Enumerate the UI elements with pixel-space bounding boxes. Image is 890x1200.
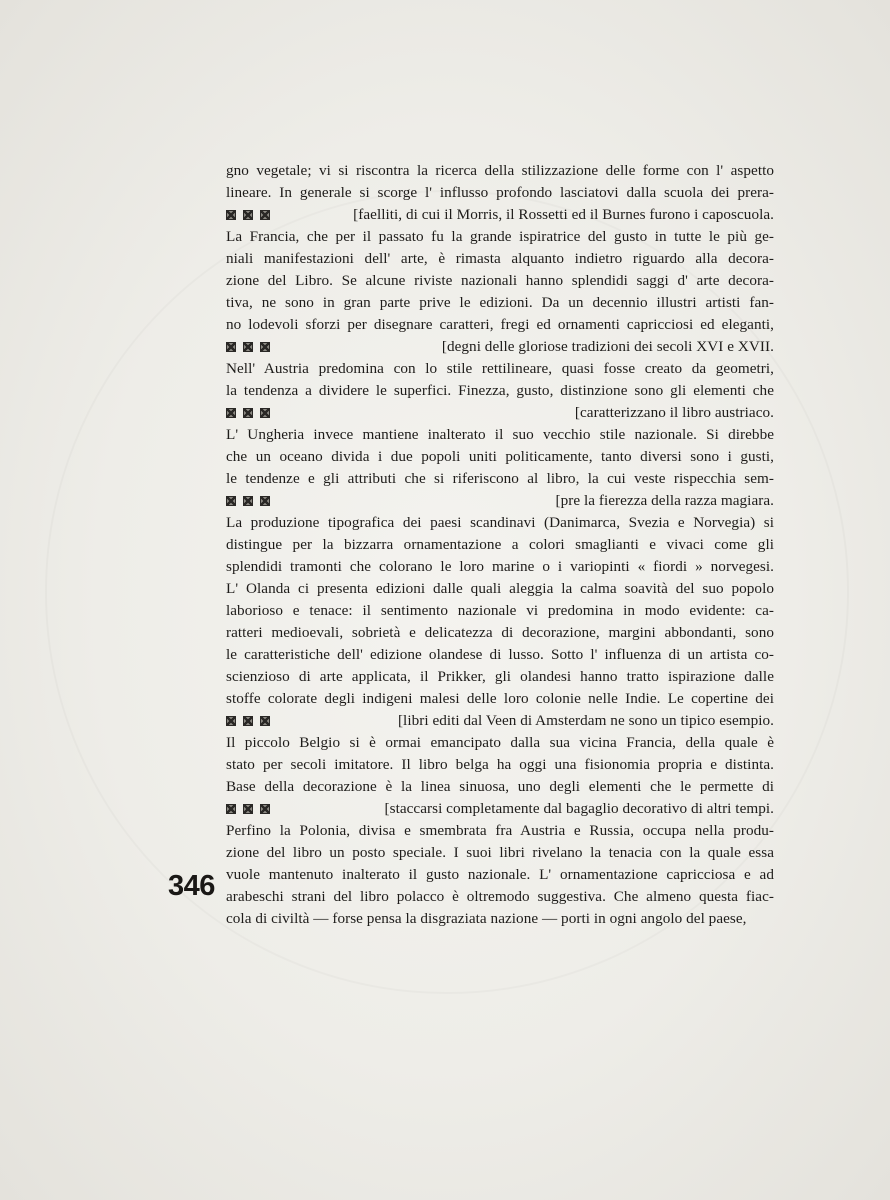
text-line [226, 864, 774, 886]
text-line [226, 446, 774, 468]
text-line [226, 358, 774, 380]
ornament-square-icon [226, 804, 236, 814]
text-line [226, 732, 774, 754]
text-line [226, 160, 774, 182]
text-line [226, 666, 774, 688]
ornament-square-icon [243, 716, 253, 726]
ornament-square-icon [260, 408, 270, 418]
ornament-square-icon [226, 716, 236, 726]
line-text: splendidi tramonti che colorano le loro marine o i variopinti « fiordi » norvegesi. [226, 558, 774, 575]
ornament-square-icon [226, 496, 236, 506]
text-line [226, 534, 774, 556]
line-text: che un oceano divida i due popoli uniti politicamente, tanto diversi sono i gusti, [226, 448, 774, 465]
line-text: La produzione tipografica dei paesi scandinavi (Danimarca, Svezia e Norvegia) si [226, 514, 774, 531]
body-text [226, 160, 774, 930]
text-line [226, 776, 774, 798]
ornament-square-icon [260, 496, 270, 506]
line-text: [faelliti, di cui il Morris, il Rossetti ed il Burnes furono i caposcuola. [353, 206, 774, 223]
ornament-group [226, 408, 270, 418]
line-text: no lodevoli sforzi per disegnare caratteri, fregi ed ornamenti capricciosi ed eleganti, [226, 316, 774, 333]
ornament-square-icon [243, 804, 253, 814]
text-line-ornamented [226, 710, 774, 732]
text-line [226, 600, 774, 622]
text-line [226, 688, 774, 710]
line-text: [libri editi dal Veen di Amsterdam ne sono un tipico esempio. [397, 712, 774, 729]
text-line [226, 380, 774, 402]
ornament-square-icon [243, 342, 253, 352]
ornament-group [226, 716, 270, 726]
line-text: le tendenze e gli attributi che si riferiscono al libro, la cui veste rispecchia sem- [226, 470, 774, 487]
text-line-ornamented [226, 336, 774, 358]
text-line [226, 842, 774, 864]
line-text: cola di civiltà — forse pensa la disgraziata nazione — porti in ogni angolo del paese, [226, 910, 747, 927]
line-text: La Francia, che per il passato fu la grande ispiratrice del gusto in tutte le più ge- [226, 228, 774, 245]
ornament-group [226, 210, 270, 220]
line-text: scienzioso di arte applicata, il Prikker, gli olandesi hanno tratto ispirazione dalle [226, 668, 774, 685]
text-line [226, 754, 774, 776]
text-line-ornamented [226, 204, 774, 226]
text-line [226, 314, 774, 336]
ornament-square-icon [260, 342, 270, 352]
text-line [226, 556, 774, 578]
line-text: zione del Libro. Se alcune riviste nazionali hanno splendidi saggi d' arte decora- [226, 272, 774, 289]
line-text: Perfino la Polonia, divisa e smembrata fra Austria e Russia, occupa nella produ- [226, 822, 774, 839]
text-line [226, 424, 774, 446]
text-line [226, 226, 774, 248]
ornament-square-icon [260, 716, 270, 726]
line-text: stoffe colorate degli indigeni malesi delle loro colonie nelle Indie. Le copertine dei [226, 690, 774, 707]
text-line [226, 908, 774, 930]
line-text: lineare. In generale si scorge l' influsso profondo lasciatovi dalla scuola dei prera- [226, 184, 774, 201]
line-text: Base della decorazione è la linea sinuosa, uno degli elementi che le permette di [226, 778, 774, 795]
text-line-ornamented [226, 490, 774, 512]
text-line [226, 512, 774, 534]
text-line [226, 622, 774, 644]
ornament-group [226, 342, 270, 352]
text-line [226, 248, 774, 270]
page-number: 346 [168, 870, 215, 902]
ornament-square-icon [260, 210, 270, 220]
line-text: [degni delle gloriose tradizioni dei secoli XVI e XVII. [441, 338, 774, 355]
line-text: Nell' Austria predomina con lo stile rettilineare, quasi fosse creato da geometri, [226, 360, 774, 377]
line-text: L' Ungheria invece mantiene inalterato il suo vecchio stile nazionale. Si direbbe [226, 426, 774, 443]
text-line [226, 820, 774, 842]
ornament-group [226, 804, 270, 814]
text-line [226, 292, 774, 314]
line-text: stato per secoli imitatore. Il libro belga ha oggi una fisionomia propria e distinta. [226, 756, 774, 773]
text-line [226, 468, 774, 490]
line-text: Il piccolo Belgio si è ormai emancipato dalla sua vicina Francia, della quale è [226, 734, 774, 751]
ornament-square-icon [243, 496, 253, 506]
text-line [226, 644, 774, 666]
line-text: ratteri medioevali, sobrietà e delicatezza di decorazione, margini abbondanti, sono [226, 624, 774, 641]
line-text: [pre la fierezza della razza magiara. [555, 492, 774, 509]
ornament-square-icon [226, 210, 236, 220]
ornament-square-icon [243, 210, 253, 220]
text-line [226, 182, 774, 204]
line-text: tiva, ne sono in gran parte prive le edizioni. Da un decennio illustri artisti fan- [226, 294, 774, 311]
line-text: arabeschi strani del libro polacco è oltremodo suggestiva. Che almeno questa fiac- [226, 888, 774, 905]
line-text: gno vegetale; vi si riscontra la ricerca della stilizzazione delle forme con l' aspetto [226, 162, 774, 179]
ornament-square-icon [243, 408, 253, 418]
ornament-square-icon [226, 342, 236, 352]
ornament-square-icon [226, 408, 236, 418]
line-text: le caratteristiche dell' edizione olandese di lusso. Sotto l' influenza di un artista co- [226, 646, 774, 663]
line-text: L' Olanda ci presenta edizioni dalle quali aleggia la calma soavità del suo popolo [226, 580, 774, 597]
text-line [226, 886, 774, 908]
line-text: la tendenza a dividere le superfici. Finezza, gusto, distinzione sono gli elementi che [226, 382, 774, 399]
line-text: laborioso e tenace: il sentimento nazionale vi predomina in modo evidente: ca- [226, 602, 774, 619]
ornament-square-icon [260, 804, 270, 814]
line-text: distingue per la bizzarra ornamentazione a colori smaglianti e vivaci come gli [226, 536, 774, 553]
line-text: [caratterizzano il libro austriaco. [574, 404, 774, 421]
text-line-ornamented [226, 402, 774, 424]
line-text: [staccarsi completamente dal bagaglio decorativo di altri tempi. [384, 800, 774, 817]
text-line [226, 578, 774, 600]
line-text: niali manifestazioni dell' arte, è rimasta alquanto indietro riguardo alla decora- [226, 250, 774, 267]
text-line [226, 270, 774, 292]
line-text: zione del libro un posto speciale. I suoi libri rivelano la tenacia con la quale essa [226, 844, 774, 861]
ornament-group [226, 496, 270, 506]
line-text: vuole mantenuto inalterato il gusto nazionale. L' ornamentazione capricciosa e ad [226, 866, 774, 883]
text-line-ornamented [226, 798, 774, 820]
